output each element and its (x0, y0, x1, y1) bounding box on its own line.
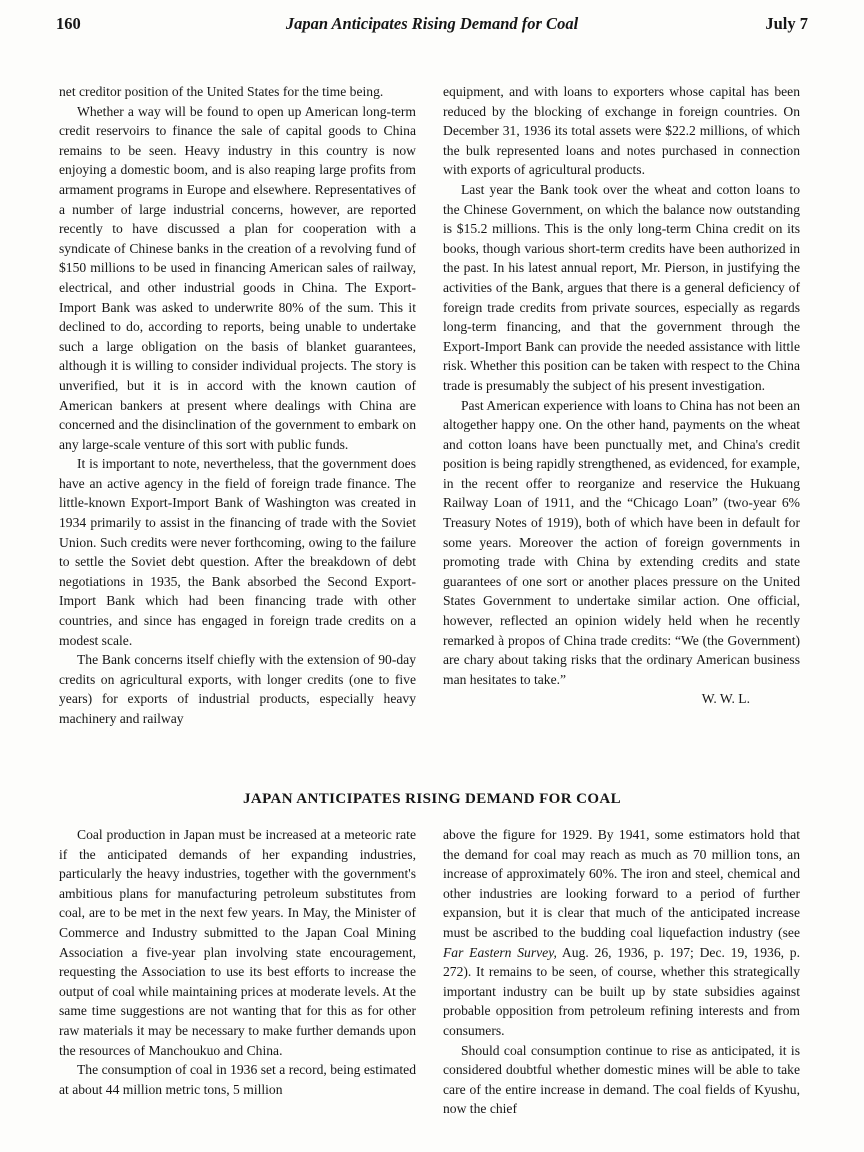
paragraph (443, 825, 800, 1041)
paragraph: Past American experience with loans to China has not been an altogether happy one. On the other hand, payments on the wheat and cotton loans have been punctually met, and China's credit position is being rapidly strengthened, as evidenced, for example, in the recent offer to reorganize and reservice the Hukuang Railway Loan of 1911, and the “Chicago Loan” (two-year 6% Treasury Notes of 1919), both of which have been in default for some years. Moreover the action of foreign governments in promoting trade with China by extending credits and state guarantees of one sort or another places pressure on the United States Government to undertake similar action. One official, however, reflected an opinion widely held when he recently remarked à propos of China trade credits: “We (the Government) are chary about taking risks that the ordinary American business man hesitates to take.” (443, 397, 800, 687)
paragraph-text: Aug. 26, 1936, p. 197; Dec. 19, 1936, p. 272). It remains to be seen, of course, whether this strategically important industry can be built up by state subsidies against probable opposition from petroleum refining interests and from consumers. (443, 944, 800, 1038)
page-number: 160 (56, 14, 81, 33)
article2-column-right (443, 825, 800, 1119)
paragraph: Last year the Bank took over the wheat and cotton loans to the Chinese Government, on which the balance now outstanding is $15.2 millions. This is the only long-term China credit on its books, though various short-term credits have been authorized in the past. In his latest annual report, Mr. Pierson, in justifying the activities of the Bank, argues that there is a general deficiency of foreign trade credits from private sources, especially as regards long-term financing, and that the government through the Export-Import Bank can provide the needed assistance with little risk. Whether this position can be taken with respect to the China trade is presumably the subject of his present investigation. (443, 181, 800, 393)
article1-column-left (59, 82, 416, 729)
paragraph: It is important to note, nevertheless, that the government does have an active agency in the field of foreign trade finance. The little-known Export-Import Bank of Washington was created in 1934 primarily to assist in the financing of trade with the Soviet Union. Such credits were never forthcoming, owing to the failure to settle the Soviet debt question. After the breakdown of debt negotiations in 1935, the Bank absorbed the Second Export-Import Bank which had been financing trade with other countries, and since has engaged in foreign trade credits on a modest scale. (59, 456, 416, 648)
paragraph: Should coal consumption continue to rise as anticipated, it is considered doubtful whether domestic mines will be able to take care of the entire increase in demand. The coal fields of Kyushu, now the chief (443, 1042, 800, 1117)
running-title: Japan Anticipates Rising Demand for Coal (285, 14, 579, 33)
article-heading: JAPAN ANTICIPATES RISING DEMAND FOR COAL (242, 791, 622, 807)
article2-column-left (59, 825, 416, 1099)
journal-reference: Far Eastern Survey, (443, 944, 557, 960)
running-header (56, 14, 808, 36)
paragraph: Coal production in Japan must be increased at a meteoric rate if the anticipated demands of her expanding industries, particularly the heavy industries, together with the government's ambitious plans for manufacturing petroleum substitutes from coal, are to be met in the next few years. In May, the Minister of Commerce and Industry submitted to the Japan Coal Mining Association a five-year plan involving state encouragement, requesting the Association to use its best efforts to increase the output of coal while maintaining prices at moderate levels. At the same time suggestions are not wanting that for this as for other raw materials it may be necessary to make further demands upon the resources of Manchoukuo and China. (59, 827, 416, 1058)
author-signature: W. W. L. (701, 691, 750, 707)
paragraph: The consumption of coal in 1936 set a record, being estimated at about 44 million metric tons, 5 million (59, 1062, 416, 1097)
paragraph: net creditor position of the United States for the time being. (59, 84, 384, 99)
issue-date: July 7 (765, 14, 808, 33)
paragraph: equipment, and with loans to exporters whose capital has been reduced by the blocking of exchange in foreign countries. On December 31, 1936 its total assets were $22.2 millions, of which the bulk represented loans and notes purchased in connection with exports of agricultural products. (443, 84, 800, 178)
paragraph: Whether a way will be found to open up American long-term credit reservoirs to finance the sale of capital goods to China remains to be seen. Heavy industry in this country is now enjoying a domestic boom, and is also reaping large profits from armament programs in Europe and elsewhere. Representatives of a number of large industrial concerns, however, are reported recently to have discussed a plan for cooperation with a syndicate of Chinese banks in the creation of a revolving fund of $150 millions to be used in financing American sales of railway, electrical, and other industrial goods in China. The Export-Import Bank was asked to underwrite 80% of the sum. This it declined to do, according to reports, being unable to undertake such a large obligation on the basis of blanket guarantees, although it is willing to consider individual projects. The story is unverified, but it is in accord with the known caution of American bankers at present where dealings with China are concerned and the disinclination of the government to embark on any large-scale venture of this sort with public funds. (59, 103, 416, 452)
paragraph: The Bank concerns itself chiefly with the extension of 90-day credits on agricultural exports, with longer credits (one to five years) for exports of industrial products, especially heavy machinery and railway (59, 652, 416, 726)
paragraph-text: above the figure for 1929. By 1941, some estimators hold that the demand for coal may reach as much as 70 million tons, an increase of approximately 60%. The iron and steel, chemical and other industries are looking forward to a period of further expansion, but it is clear that much of the anticipated increase must be ascribed to the budding coal liquefaction industry (see (443, 827, 800, 940)
article1-column-right (443, 82, 800, 709)
